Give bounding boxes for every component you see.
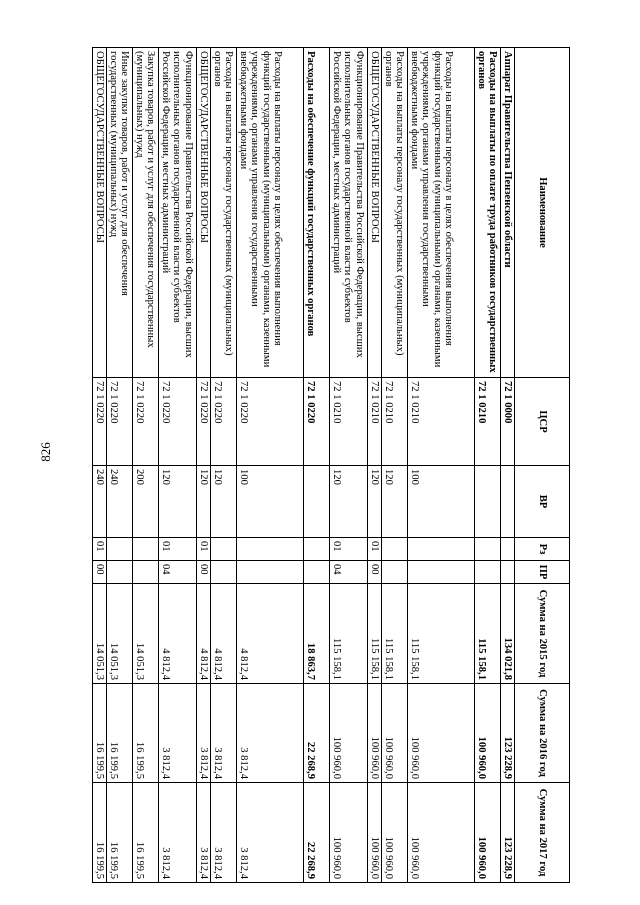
- cell-name: ОБЩЕГОСУДАРСТВЕННЫЕ ВОПРОСЫ: [93, 48, 107, 378]
- cell-rz: 01: [368, 538, 382, 561]
- cell-pr: 04: [330, 561, 368, 584]
- cell-csr: 72 1 0220: [197, 378, 211, 466]
- table-row: [408, 48, 475, 883]
- cell-csr: 72 1 0220: [93, 378, 107, 466]
- cell-csr: 72 1 0220: [304, 378, 330, 466]
- cell-name: Расходы на выплаты персоналу государственных (муниципальных) органов: [382, 48, 408, 378]
- cell-vr: [304, 466, 330, 538]
- cell-sum-2016: 3 812,4: [237, 684, 304, 783]
- cell-sum-2017: 100 960,0: [330, 783, 368, 883]
- cell-vr: 240: [93, 466, 107, 538]
- cell-sum-2015: 134 021,8: [501, 584, 515, 684]
- cell-sum-2017: 100 960,0: [368, 783, 382, 883]
- cell-sum-2015: 14 051,3: [107, 584, 133, 684]
- cell-sum-2017: 16 199,5: [93, 783, 107, 883]
- cell-rz: [237, 538, 304, 561]
- cell-pr: 00: [368, 561, 382, 584]
- cell-sum-2016: 16 199,5: [93, 684, 107, 783]
- cell-name: Функционирование Правительства Российской Федерации, высших исполнительных органов государственной власти субъектов Российской Федерации, местных администраций: [159, 48, 197, 378]
- header-sum-2015: Сумма на 2015 год: [515, 584, 570, 684]
- cell-name: Закупка товаров, работ и услуг для обеспечения государственных (муниципальных) нужд: [133, 48, 159, 378]
- header-vr: ВР: [515, 466, 570, 538]
- cell-sum-2017: 100 960,0: [382, 783, 408, 883]
- cell-sum-2016: 3 812,4: [211, 684, 237, 783]
- cell-sum-2017: 3 812,4: [159, 783, 197, 883]
- page-number: 826: [38, 442, 53, 462]
- cell-name: Аппарат Правительства Пензенской области: [501, 48, 515, 378]
- cell-csr: 72 1 0000: [501, 378, 515, 466]
- cell-csr: 72 1 0220: [159, 378, 197, 466]
- table-row: [330, 48, 368, 883]
- cell-sum-2017: 3 812,4: [197, 783, 211, 883]
- cell-pr: 00: [93, 561, 107, 584]
- cell-sum-2017: 100 960,0: [408, 783, 475, 883]
- cell-sum-2015: 14 051,3: [133, 584, 159, 684]
- cell-rz: 01: [159, 538, 197, 561]
- cell-sum-2016: 100 960,0: [368, 684, 382, 783]
- cell-vr: 120: [368, 466, 382, 538]
- cell-vr: 120: [159, 466, 197, 538]
- cell-vr: [475, 466, 501, 538]
- cell-sum-2015: 4 812,4: [237, 584, 304, 684]
- cell-vr: 240: [107, 466, 133, 538]
- cell-sum-2016: 16 199,5: [107, 684, 133, 783]
- cell-sum-2016: 3 812,4: [159, 684, 197, 783]
- cell-rz: [211, 538, 237, 561]
- cell-sum-2016: 22 268,9: [304, 684, 330, 783]
- budget-table: [92, 47, 570, 883]
- cell-name: Расходы на выплаты персоналу в целях обеспечения выполнения функций государственными (муниципальными) органами, казенными учреждениями, органами управления государственными внебюджетными фондами: [237, 48, 304, 378]
- cell-rz: 01: [330, 538, 368, 561]
- cell-csr: 72 1 0220: [107, 378, 133, 466]
- cell-rz: [475, 538, 501, 561]
- cell-pr: [107, 561, 133, 584]
- cell-pr: 04: [159, 561, 197, 584]
- cell-sum-2017: 3 812,4: [211, 783, 237, 883]
- cell-sum-2017: 123 228,9: [501, 783, 515, 883]
- cell-sum-2017: 3 812,4: [237, 783, 304, 883]
- cell-pr: [237, 561, 304, 584]
- budget-table-frame: [93, 47, 570, 882]
- cell-sum-2015: 115 158,1: [382, 584, 408, 684]
- cell-sum-2017: 22 268,9: [304, 783, 330, 883]
- cell-sum-2016: 100 960,0: [382, 684, 408, 783]
- header-sum-2016: Сумма на 2016 год: [515, 684, 570, 783]
- table-row: [237, 48, 304, 883]
- cell-sum-2015: 115 158,1: [330, 584, 368, 684]
- cell-name: ОБЩЕГОСУДАРСТВЕННЫЕ ВОПРОСЫ: [197, 48, 211, 378]
- cell-pr: [501, 561, 515, 584]
- header-name: Наименование: [515, 48, 570, 378]
- cell-rz: [501, 538, 515, 561]
- table-row: [93, 48, 107, 883]
- cell-pr: [408, 561, 475, 584]
- cell-sum-2016: 100 960,0: [408, 684, 475, 783]
- cell-csr: 72 1 0210: [382, 378, 408, 466]
- cell-sum-2017: 16 199,5: [107, 783, 133, 883]
- cell-name: Расходы на выплаты по оплате труда работников государственных органов: [475, 48, 501, 378]
- cell-pr: 00: [197, 561, 211, 584]
- cell-vr: [501, 466, 515, 538]
- cell-name: Расходы на выплаты персоналу государственных (муниципальных) органов: [211, 48, 237, 378]
- table-row: [211, 48, 237, 883]
- cell-csr: 72 1 0210: [330, 378, 368, 466]
- cell-vr: 100: [237, 466, 304, 538]
- cell-sum-2017: 16 199,5: [133, 783, 159, 883]
- cell-rz: [382, 538, 408, 561]
- cell-name: ОБЩЕГОСУДАРСТВЕННЫЕ ВОПРОСЫ: [368, 48, 382, 378]
- cell-csr: 72 1 0210: [368, 378, 382, 466]
- table-row: [501, 48, 515, 883]
- cell-vr: 120: [330, 466, 368, 538]
- cell-sum-2015: 115 158,1: [368, 584, 382, 684]
- cell-name: Расходы на обеспечение функций государственных органов: [304, 48, 330, 378]
- cell-sum-2015: 18 863,7: [304, 584, 330, 684]
- cell-sum-2016: 100 960,0: [330, 684, 368, 783]
- header-sum-2017: Сумма на 2017 год: [515, 783, 570, 883]
- cell-sum-2015: 115 158,1: [475, 584, 501, 684]
- table-row: [197, 48, 211, 883]
- table-row: [475, 48, 501, 883]
- cell-sum-2015: 115 158,1: [408, 584, 475, 684]
- cell-pr: [211, 561, 237, 584]
- cell-sum-2016: 16 199,5: [133, 684, 159, 783]
- table-header-row: [515, 48, 570, 883]
- table-row: [159, 48, 197, 883]
- cell-sum-2016: 3 812,4: [197, 684, 211, 783]
- cell-csr: 72 1 0210: [475, 378, 501, 466]
- cell-csr: 72 1 0220: [133, 378, 159, 466]
- cell-name: Иные закупки товаров, работ и услуг для обеспечения государственных (муниципальных) нужд: [107, 48, 133, 378]
- cell-csr: 72 1 0220: [237, 378, 304, 466]
- cell-vr: 120: [197, 466, 211, 538]
- cell-rz: 01: [93, 538, 107, 561]
- cell-rz: 01: [197, 538, 211, 561]
- cell-rz: [133, 538, 159, 561]
- cell-csr: 72 1 0210: [408, 378, 475, 466]
- cell-name: Функционирование Правительства Российской Федерации, высших исполнительных органов государственной власти субъектов Российской Федерации, местных администраций: [330, 48, 368, 378]
- cell-sum-2016: 123 228,9: [501, 684, 515, 783]
- cell-vr: 200: [133, 466, 159, 538]
- cell-rz: [304, 538, 330, 561]
- cell-sum-2016: 100 960,0: [475, 684, 501, 783]
- header-pr: ПР: [515, 561, 570, 584]
- cell-vr: 100: [408, 466, 475, 538]
- cell-pr: [304, 561, 330, 584]
- cell-sum-2015: 14 051,3: [93, 584, 107, 684]
- cell-vr: 120: [211, 466, 237, 538]
- cell-sum-2017: 100 960,0: [475, 783, 501, 883]
- table-row: [382, 48, 408, 883]
- cell-rz: [408, 538, 475, 561]
- cell-name: Расходы на выплаты персоналу в целях обеспечения выполнения функций государственными (муниципальными) органами, казенными учреждениями, органами управления государственными внебюджетными фондами: [408, 48, 475, 378]
- header-csr: ЦСР: [515, 378, 570, 466]
- cell-csr: 72 1 0220: [211, 378, 237, 466]
- cell-vr: 120: [382, 466, 408, 538]
- table-row: [368, 48, 382, 883]
- cell-rz: [107, 538, 133, 561]
- table-body: [93, 48, 515, 883]
- table-row: [107, 48, 133, 883]
- cell-pr: [382, 561, 408, 584]
- cell-pr: [133, 561, 159, 584]
- cell-sum-2015: 4 812,4: [211, 584, 237, 684]
- table-row: [304, 48, 330, 883]
- cell-sum-2015: 4 812,4: [197, 584, 211, 684]
- header-rz: Рз: [515, 538, 570, 561]
- table-row: [133, 48, 159, 883]
- cell-sum-2015: 4 812,4: [159, 584, 197, 684]
- cell-pr: [475, 561, 501, 584]
